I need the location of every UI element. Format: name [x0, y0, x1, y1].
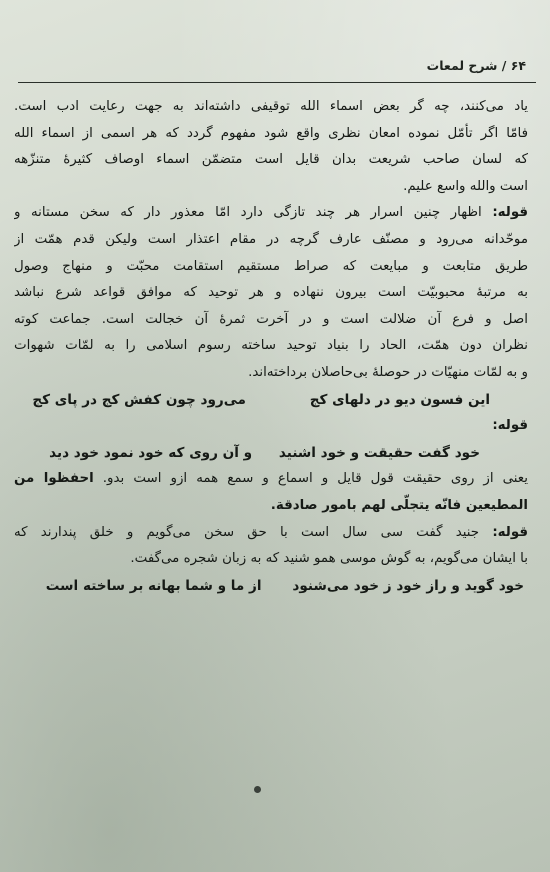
text-line: طریق متابعت و مبایعت که صراط مستقیم استقامت محبّت و منهاج وصول — [14, 258, 528, 274]
verse-couplet — [14, 440, 528, 467]
text-line: با ایشان می‌گویم، به گوش موسی همو شنید که به زبان شجره می‌گفت. — [130, 551, 528, 567]
verse-hemistich: خود گفت حقیقت و خود اشنید — [278, 444, 480, 461]
text-line: و به لمّات منهیّات در حوصلهٔ بی‌حاصلان برداخته‌اند. — [248, 364, 528, 380]
verse-hemistich: از ما و شما بهانه بر ساخته است — [45, 577, 262, 594]
paragraph-line — [14, 200, 528, 227]
verse-hemistich: این فسون دیو در دلهای کج — [309, 391, 490, 408]
qawluh-label: قوله: — [492, 524, 528, 540]
qawluh-label: قوله: — [492, 205, 528, 221]
text-span: یعنی از روی حقیقت قول قایل و اسماع و سمع همه ازو است بدو. — [102, 471, 528, 487]
text-line: فامّا اگر تأمّل نموده امعان نظری واقع شود مفهوم گردد که هر اسمی از اسماء الله — [14, 125, 528, 141]
running-header: ۶۴ / شرح لمعات — [426, 58, 526, 73]
arabic-quote: احفظوا من — [14, 471, 94, 487]
text-line: یاد می‌کنند، چه گر بعض اسماء الله توقیفی داشته‌اند به جهت رعایت ادب است. — [14, 99, 528, 114]
verse-couplet — [14, 573, 528, 600]
paragraph-line — [14, 466, 528, 493]
text-line: نظران دون همّت، الحاد را بنیاد توحید ساخته رسوم اسلامی را به لمّات شهوات — [14, 338, 528, 354]
verse-hemistich: می‌رود چون کفش کج در پای کج — [32, 391, 246, 408]
verse-couplet — [14, 387, 528, 414]
text-line: اصل و فرع آن ضلالت است و در آخرت ثمرهٔ آن خجالت است. جماعت کوته — [14, 311, 528, 327]
text-line: است والله واسع علیم. — [403, 178, 528, 194]
arabic-quote: المطیعین فانّه یتجلّی لهم بامور صادقة. — [270, 497, 528, 513]
qawluh-label: قوله: — [492, 418, 528, 434]
text-line: به مرتبهٔ محبوبیّت است بیرون ننهاده و هر توحید که موافق قواعد شرع نباشد — [14, 285, 528, 301]
text-line: که لسان صاحب شریعت بدان قایل است متضمّن اسماء اوصاف کثیرهٔ متنزّهه — [14, 152, 528, 168]
header-rule — [18, 82, 536, 83]
text-span: اظهار چنین اسرار هر چند تازگی دارد امّا معذور دار که سخن مستانه و — [14, 205, 482, 221]
ink-dot — [254, 786, 261, 793]
page-body — [14, 94, 528, 599]
verse-hemistich: و آن روی که خود نمود خود دید — [49, 444, 253, 461]
text-line: موحّدانه می‌رود و مصنّف عارف گرچه در مقام اعتذار است ولیکن قدم همّت از — [14, 231, 528, 247]
text-span: جنید گفت سی سال است با حق سخن می‌گویم و خلق پندارند که — [14, 524, 480, 540]
paragraph-line — [14, 520, 528, 547]
verse-hemistich: خود گوید و راز خود ز خود می‌شنود — [292, 577, 524, 594]
